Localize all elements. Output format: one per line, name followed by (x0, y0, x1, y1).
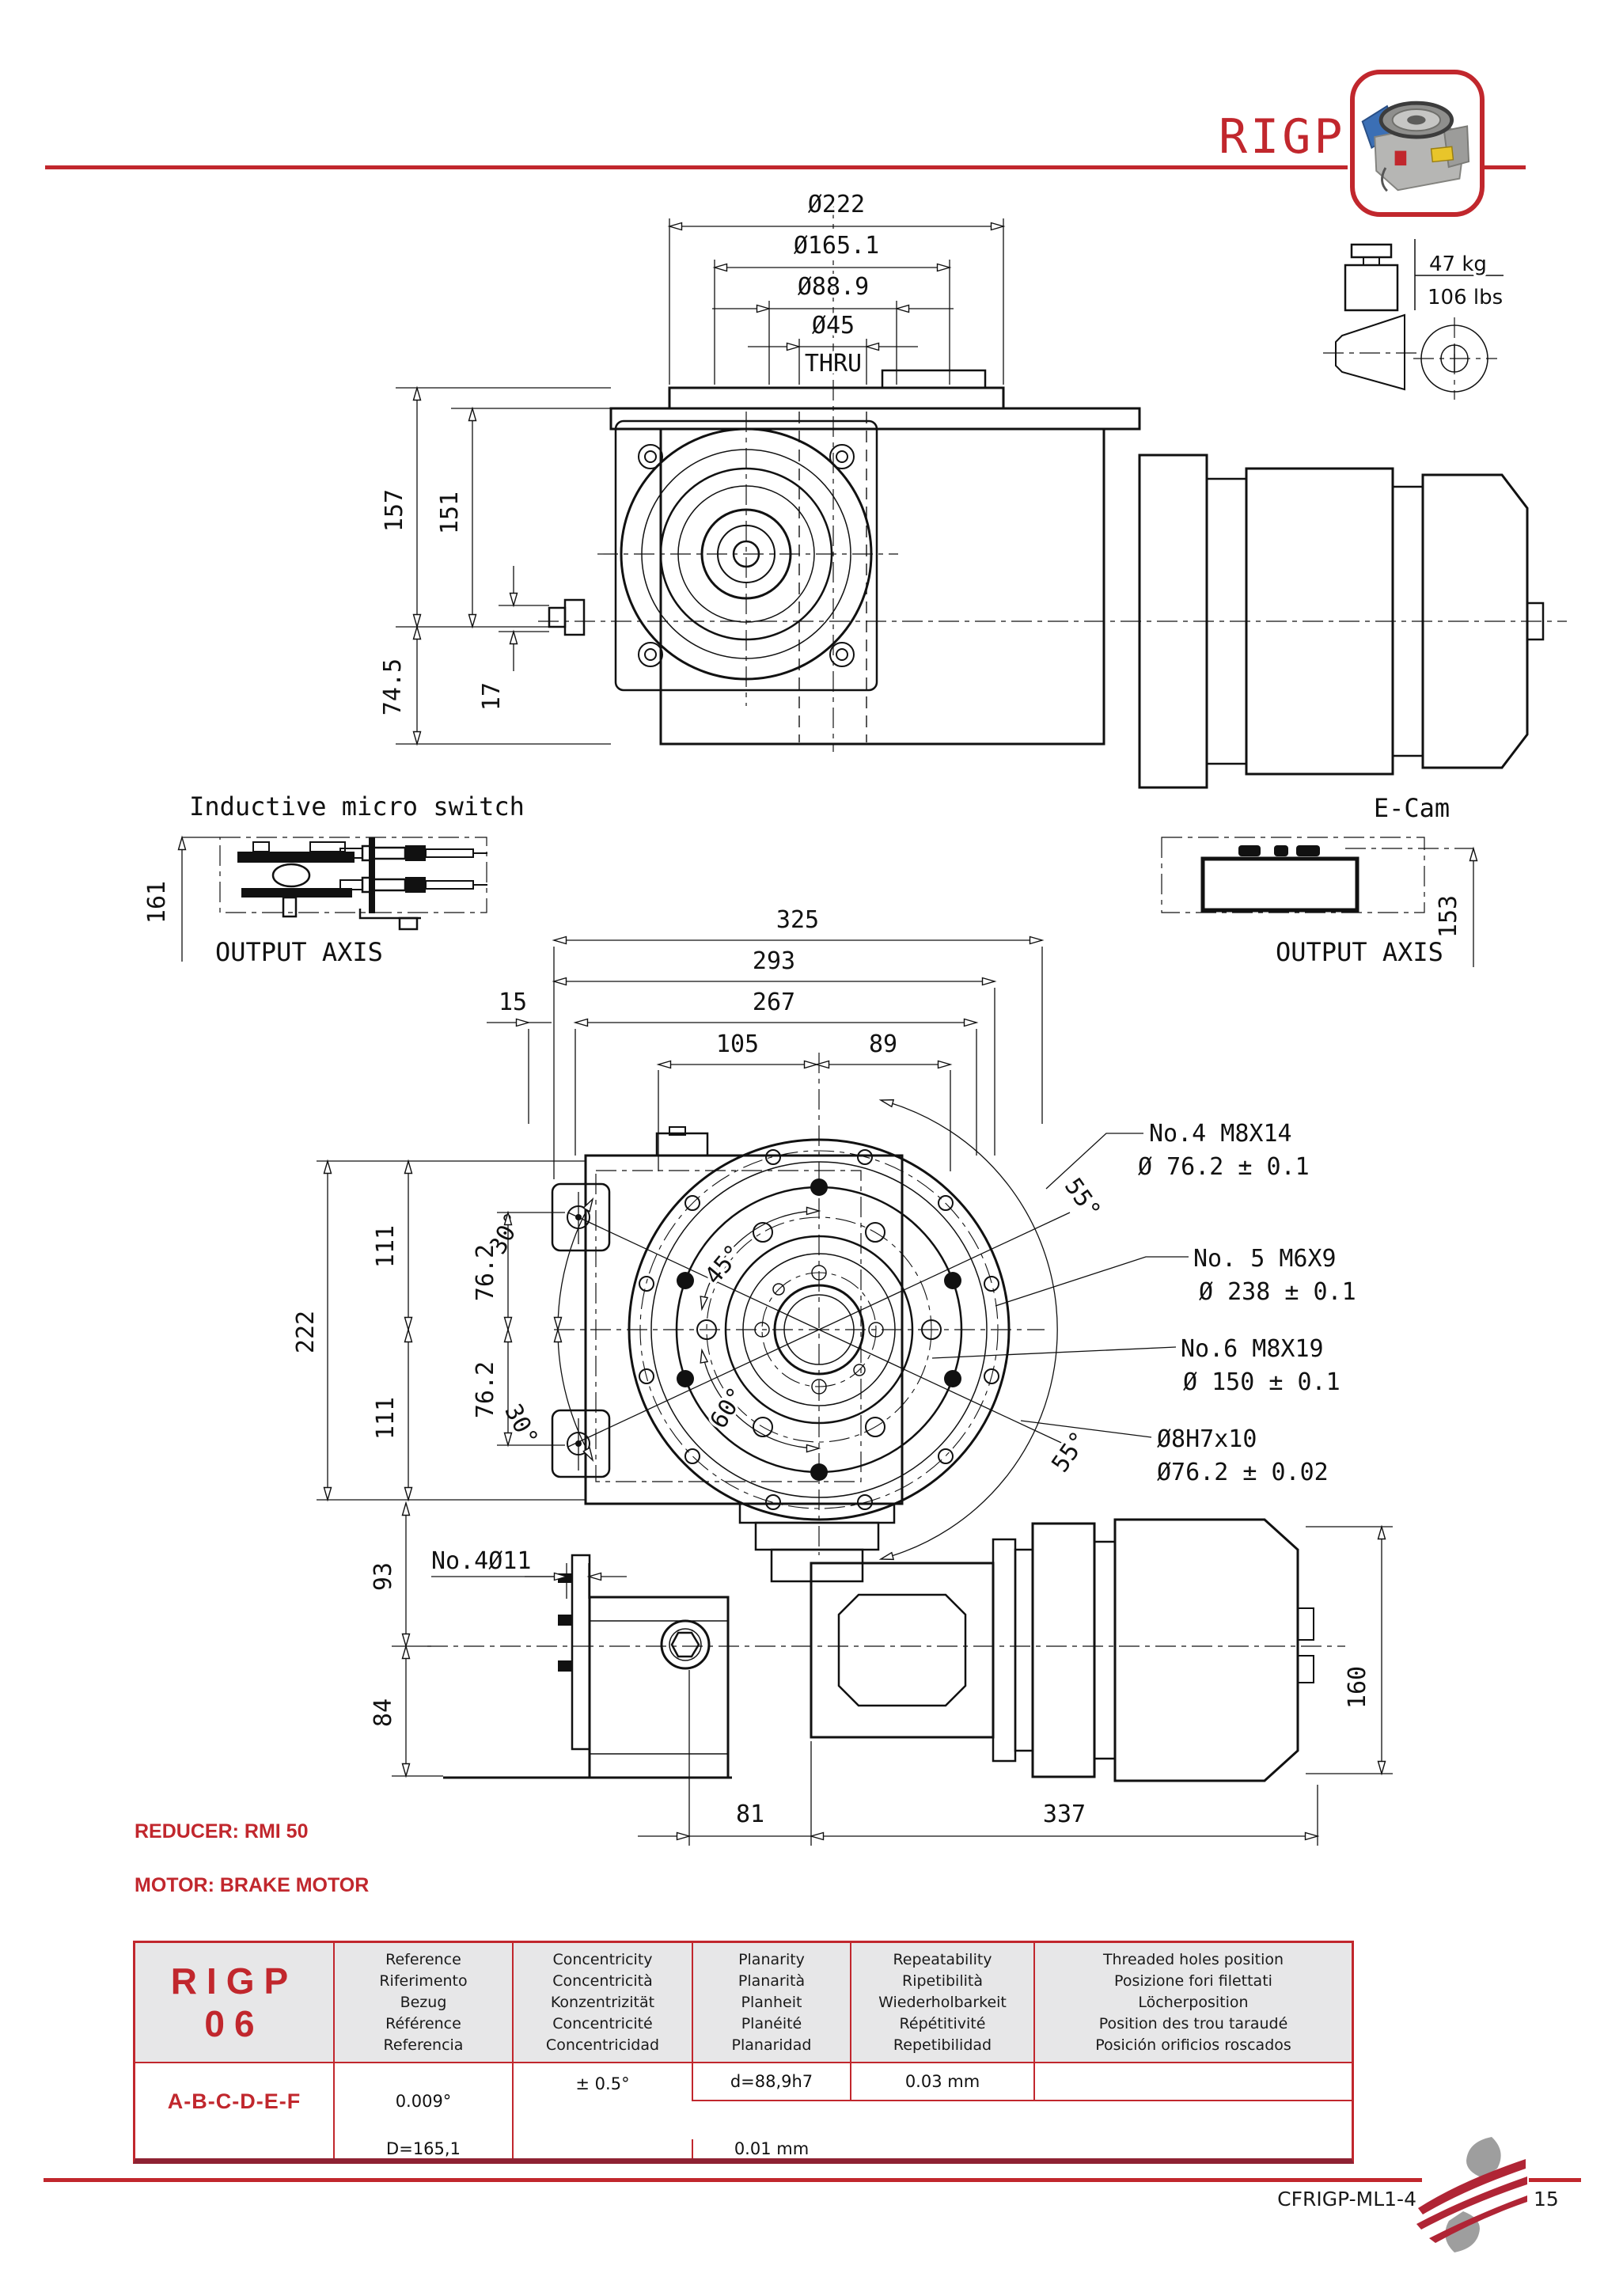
callout-dowel: Ø8H7x10 (1157, 1425, 1257, 1453)
col-header-reference: Reference Riferimento Bezug Référence Referencia (333, 1943, 512, 2063)
dim-111-bottom: 111 (372, 1396, 400, 1440)
callout-no4-dia: Ø 76.2 ± 0.1 (1138, 1153, 1310, 1181)
ecam-drawing (1162, 793, 1473, 967)
angle-45: 45° (699, 1239, 749, 1290)
value-reference-D: D=165,1 (333, 2139, 512, 2158)
angle-30-bottom: 30° (499, 1399, 544, 1451)
micro-switch-output-axis: OUTPUT AXIS (215, 937, 383, 967)
value-planarity-empty (1033, 2063, 1352, 2101)
callout-no6-dia: Ø 150 ± 0.1 (1183, 1368, 1340, 1396)
angle-30-top: 30° (483, 1208, 529, 1259)
col-header-threaded: Threaded holes position Posizione fori filettati Löcherposition Position des trou taraudé Posición orificios roscados (1033, 1943, 1352, 2063)
model-line2: 06 (204, 2003, 264, 2044)
callout-no6: No.6 M8X19 (1181, 1335, 1324, 1363)
ecam-output-axis: OUTPUT AXIS (1276, 937, 1443, 967)
micro-switch-drawing (143, 791, 525, 967)
cam-cone-icon (1336, 315, 1405, 389)
col-header-concentricity: Concentricity Concentricità Konzentrizität Concentricité Concentricidad (512, 1943, 692, 2063)
footer-page-number: 15 (1534, 2188, 1559, 2211)
dim-293: 293 (752, 947, 796, 975)
value-threaded: ± 0.5° (512, 2063, 692, 2139)
dim-dia45: Ø45 (811, 312, 855, 340)
dim-762-top: 76.2 (472, 1243, 499, 1302)
model-line1: RIGP (170, 1960, 298, 2002)
callout-dowel-dia: Ø76.2 ± 0.02 (1157, 1459, 1329, 1486)
dim-111-top: 111 (372, 1224, 400, 1269)
sensor-bottom (340, 877, 487, 893)
dim-161: 161 (143, 880, 171, 924)
value-repeatability: 0.009° (333, 2063, 512, 2139)
table-row-label: A-B-C-D-E-F (167, 2089, 301, 2113)
top-view-drawing (379, 191, 1567, 787)
weight-block (1323, 239, 1504, 400)
dim-no4d11: No.4Ø11 (431, 1547, 532, 1575)
dim-222: 222 (292, 1310, 320, 1354)
front-view-left-dims (292, 1161, 586, 1500)
motor-note: MOTOR: BRAKE MOTOR (135, 1874, 370, 1896)
dim-267: 267 (752, 989, 796, 1016)
angle-60: 60° (704, 1382, 752, 1434)
dim-dia889: Ø88.9 (797, 273, 870, 301)
col-header-repeatability: Repeatability Ripetibilità Wiederholbarkeit Répétitivité Repetibilidad (850, 1943, 1033, 2063)
callout-no5: No. 5 M6X9 (1193, 1245, 1337, 1273)
dim-17: 17 (478, 681, 506, 712)
spec-table (133, 1941, 1354, 2164)
dim-153: 153 (1435, 894, 1462, 939)
callout-no4: No.4 M8X14 (1149, 1120, 1292, 1148)
micro-switch-title: Inductive micro switch (189, 791, 525, 822)
value-reference-d: d=88,9h7 (692, 2063, 850, 2101)
dim-dia222: Ø222 (807, 191, 866, 218)
footer-rule-right (1529, 2178, 1581, 2182)
weight-kg: 47 kg (1429, 252, 1487, 276)
top-view-dimensions (379, 191, 1003, 744)
ecam-title: E-Cam (1373, 793, 1450, 823)
callout-no5-dia: Ø 238 ± 0.1 (1199, 1278, 1356, 1306)
value-concentricity-empty (512, 2139, 692, 2158)
page-title: RIGP (1219, 109, 1346, 165)
col-header-planarity: Planarity Planarità Planheit Planéité Planaridad (692, 1943, 850, 2063)
dim-15: 15 (498, 989, 528, 1016)
reducer-note: REDUCER: RMI 50 (135, 1820, 309, 1842)
angle-55-bottom: 55° (1046, 1426, 1094, 1478)
weight-icon (1345, 265, 1397, 310)
lower-dims (370, 1503, 1393, 1846)
lower-assembly (427, 1504, 1345, 1781)
dim-81: 81 (735, 1801, 765, 1828)
footer-rule-left (44, 2178, 1422, 2182)
dim-84: 84 (370, 1698, 397, 1728)
weight-lbs: 106 lbs (1428, 286, 1504, 309)
dim-thru: THRU (804, 350, 863, 378)
table-model-cell (135, 1943, 333, 2063)
dim-762-bottom: 76.2 (472, 1361, 499, 1419)
dim-745: 74.5 (379, 658, 407, 716)
dim-93: 93 (370, 1562, 397, 1592)
front-view-dim-chain (487, 906, 1042, 1179)
angle-55-top: 55° (1058, 1173, 1106, 1224)
value-concentricity: 0.03 mm (850, 2063, 1033, 2101)
value-planarity: 0.01 mm (692, 2139, 850, 2158)
dim-89: 89 (868, 1030, 898, 1058)
dim-325: 325 (775, 906, 820, 934)
dim-157: 157 (381, 488, 408, 533)
dim-337: 337 (1042, 1801, 1086, 1828)
sensor-top (340, 845, 487, 861)
dim-151: 151 (436, 491, 464, 535)
dim-160: 160 (1344, 1665, 1371, 1710)
front-view-drawing (292, 906, 1393, 1846)
dim-105: 105 (715, 1030, 760, 1058)
footer-document-code: CFRIGP-ML1-4 (1277, 2188, 1416, 2211)
brand-logo (1416, 2135, 1527, 2254)
dim-dia165: Ø165.1 (793, 232, 880, 260)
